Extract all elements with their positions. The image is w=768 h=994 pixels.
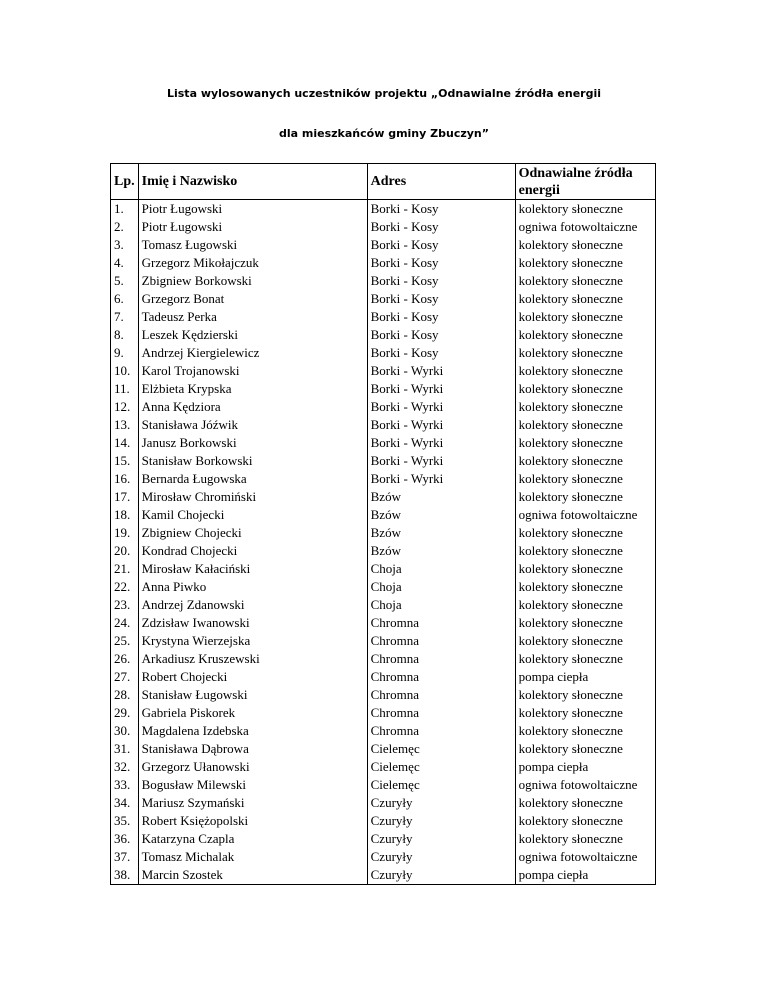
cell-name: Karol Trojanowski bbox=[138, 362, 367, 380]
table-row bbox=[111, 668, 656, 686]
cell-energy-source: pompa ciepła bbox=[515, 668, 655, 686]
table-row bbox=[111, 488, 656, 506]
cell-energy-source: kolektory słoneczne bbox=[515, 542, 655, 560]
table-row bbox=[111, 866, 656, 885]
table-row bbox=[111, 542, 656, 560]
cell-energy-source: kolektory słoneczne bbox=[515, 236, 655, 254]
cell-lp: 6. bbox=[111, 290, 139, 308]
cell-energy-source: kolektory słoneczne bbox=[515, 578, 655, 596]
cell-name: Bogusław Milewski bbox=[138, 776, 367, 794]
cell-lp: 23. bbox=[111, 596, 139, 614]
cell-lp: 13. bbox=[111, 416, 139, 434]
cell-name: Mirosław Kałaciński bbox=[138, 560, 367, 578]
cell-address: Borki - Kosy bbox=[367, 290, 515, 308]
cell-name: Tadeusz Perka bbox=[138, 308, 367, 326]
cell-name: Marcin Szostek bbox=[138, 866, 367, 885]
table-body bbox=[111, 200, 656, 885]
table-row bbox=[111, 308, 656, 326]
cell-address: Borki - Kosy bbox=[367, 326, 515, 344]
table-row bbox=[111, 632, 656, 650]
cell-name: Katarzyna Czapla bbox=[138, 830, 367, 848]
cell-energy-source: kolektory słoneczne bbox=[515, 254, 655, 272]
cell-name: Kamil Chojecki bbox=[138, 506, 367, 524]
cell-energy-source: pompa ciepła bbox=[515, 866, 655, 885]
cell-energy-source: kolektory słoneczne bbox=[515, 470, 655, 488]
cell-address: Chromna bbox=[367, 704, 515, 722]
cell-lp: 24. bbox=[111, 614, 139, 632]
cell-lp: 32. bbox=[111, 758, 139, 776]
cell-name: Krystyna Wierzejska bbox=[138, 632, 367, 650]
cell-energy-source: kolektory słoneczne bbox=[515, 290, 655, 308]
cell-energy-source: kolektory słoneczne bbox=[515, 488, 655, 506]
cell-lp: 30. bbox=[111, 722, 139, 740]
cell-address: Choja bbox=[367, 596, 515, 614]
cell-energy-source: kolektory słoneczne bbox=[515, 398, 655, 416]
cell-name: Anna Piwko bbox=[138, 578, 367, 596]
cell-energy-source: kolektory słoneczne bbox=[515, 380, 655, 398]
cell-address: Bzów bbox=[367, 488, 515, 506]
header-address: Adres bbox=[367, 164, 515, 200]
cell-energy-source: kolektory słoneczne bbox=[515, 650, 655, 668]
cell-energy-source: kolektory słoneczne bbox=[515, 596, 655, 614]
cell-lp: 35. bbox=[111, 812, 139, 830]
cell-address: Czuryły bbox=[367, 848, 515, 866]
table-row bbox=[111, 506, 656, 524]
cell-address: Borki - Wyrki bbox=[367, 470, 515, 488]
cell-energy-source: kolektory słoneczne bbox=[515, 344, 655, 362]
table-row bbox=[111, 326, 656, 344]
table-row bbox=[111, 272, 656, 290]
cell-energy-source: pompa ciepła bbox=[515, 758, 655, 776]
cell-lp: 1. bbox=[111, 200, 139, 219]
header-energy-source: Odnawialne źródła energii bbox=[515, 164, 655, 200]
cell-energy-source: kolektory słoneczne bbox=[515, 434, 655, 452]
cell-address: Borki - Kosy bbox=[367, 308, 515, 326]
table-row bbox=[111, 722, 656, 740]
cell-name: Grzegorz Ułanowski bbox=[138, 758, 367, 776]
cell-energy-source: kolektory słoneczne bbox=[515, 200, 655, 219]
table-row bbox=[111, 236, 656, 254]
cell-name: Zdzisław Iwanowski bbox=[138, 614, 367, 632]
cell-energy-source: kolektory słoneczne bbox=[515, 416, 655, 434]
cell-address: Borki - Wyrki bbox=[367, 398, 515, 416]
cell-lp: 33. bbox=[111, 776, 139, 794]
table-row bbox=[111, 848, 656, 866]
table-row bbox=[111, 560, 656, 578]
table-header bbox=[111, 164, 656, 200]
cell-name: Gabriela Piskorek bbox=[138, 704, 367, 722]
cell-address: Czuryły bbox=[367, 830, 515, 848]
cell-lp: 34. bbox=[111, 794, 139, 812]
cell-lp: 10. bbox=[111, 362, 139, 380]
cell-lp: 14. bbox=[111, 434, 139, 452]
cell-name: Stanisława Jóźwik bbox=[138, 416, 367, 434]
cell-lp: 36. bbox=[111, 830, 139, 848]
table-row bbox=[111, 380, 656, 398]
cell-energy-source: kolektory słoneczne bbox=[515, 704, 655, 722]
cell-lp: 9. bbox=[111, 344, 139, 362]
cell-lp: 27. bbox=[111, 668, 139, 686]
cell-energy-source: kolektory słoneczne bbox=[515, 722, 655, 740]
table-row bbox=[111, 452, 656, 470]
cell-name: Mirosław Chromiński bbox=[138, 488, 367, 506]
table-row bbox=[111, 398, 656, 416]
cell-lp: 5. bbox=[111, 272, 139, 290]
cell-lp: 31. bbox=[111, 740, 139, 758]
table-row bbox=[111, 434, 656, 452]
cell-lp: 15. bbox=[111, 452, 139, 470]
table-row bbox=[111, 740, 656, 758]
cell-name: Bernarda Ługowska bbox=[138, 470, 367, 488]
cell-energy-source: kolektory słoneczne bbox=[515, 308, 655, 326]
table-row bbox=[111, 596, 656, 614]
cell-lp: 11. bbox=[111, 380, 139, 398]
cell-address: Borki - Wyrki bbox=[367, 434, 515, 452]
cell-lp: 38. bbox=[111, 866, 139, 885]
table-row bbox=[111, 794, 656, 812]
cell-address: Czuryły bbox=[367, 794, 515, 812]
cell-lp: 2. bbox=[111, 218, 139, 236]
cell-address: Borki - Kosy bbox=[367, 218, 515, 236]
cell-name: Zbigniew Chojecki bbox=[138, 524, 367, 542]
cell-name: Grzegorz Bonat bbox=[138, 290, 367, 308]
cell-address: Cielemęc bbox=[367, 776, 515, 794]
table-row bbox=[111, 200, 656, 219]
cell-address: Borki - Wyrki bbox=[367, 416, 515, 434]
cell-energy-source: kolektory słoneczne bbox=[515, 794, 655, 812]
cell-address: Czuryły bbox=[367, 866, 515, 885]
document-title-line-2: dla mieszkańców gminy Zbuczyn” bbox=[279, 127, 489, 140]
cell-lp: 18. bbox=[111, 506, 139, 524]
cell-address: Chromna bbox=[367, 668, 515, 686]
table-row bbox=[111, 776, 656, 794]
cell-energy-source: kolektory słoneczne bbox=[515, 362, 655, 380]
cell-name: Piotr Ługowski bbox=[138, 218, 367, 236]
cell-energy-source: kolektory słoneczne bbox=[515, 272, 655, 290]
cell-name: Tomasz Ługowski bbox=[138, 236, 367, 254]
cell-address: Chromna bbox=[367, 614, 515, 632]
cell-lp: 3. bbox=[111, 236, 139, 254]
cell-energy-source: ogniwa fotowoltaiczne bbox=[515, 506, 655, 524]
cell-name: Zbigniew Borkowski bbox=[138, 272, 367, 290]
cell-lp: 22. bbox=[111, 578, 139, 596]
cell-lp: 12. bbox=[111, 398, 139, 416]
cell-name: Robert Chojecki bbox=[138, 668, 367, 686]
table-row bbox=[111, 344, 656, 362]
cell-energy-source: kolektory słoneczne bbox=[515, 812, 655, 830]
header-lp: Lp. bbox=[111, 164, 139, 200]
table-row bbox=[111, 470, 656, 488]
cell-energy-source: kolektory słoneczne bbox=[515, 614, 655, 632]
table-row bbox=[111, 650, 656, 668]
cell-lp: 4. bbox=[111, 254, 139, 272]
cell-name: Arkadiusz Kruszewski bbox=[138, 650, 367, 668]
cell-lp: 7. bbox=[111, 308, 139, 326]
cell-name: Magdalena Izdebska bbox=[138, 722, 367, 740]
table-row bbox=[111, 686, 656, 704]
table-row bbox=[111, 218, 656, 236]
cell-lp: 19. bbox=[111, 524, 139, 542]
cell-name: Stanisława Dąbrowa bbox=[138, 740, 367, 758]
cell-address: Cielemęc bbox=[367, 758, 515, 776]
cell-lp: 37. bbox=[111, 848, 139, 866]
cell-address: Borki - Wyrki bbox=[367, 380, 515, 398]
cell-energy-source: kolektory słoneczne bbox=[515, 830, 655, 848]
cell-lp: 26. bbox=[111, 650, 139, 668]
table-row bbox=[111, 362, 656, 380]
cell-name: Tomasz Michalak bbox=[138, 848, 367, 866]
cell-name: Andrzej Kiergielewicz bbox=[138, 344, 367, 362]
cell-address: Cielemęc bbox=[367, 740, 515, 758]
table-row bbox=[111, 524, 656, 542]
cell-name: Elżbieta Krypska bbox=[138, 380, 367, 398]
cell-lp: 8. bbox=[111, 326, 139, 344]
cell-lp: 21. bbox=[111, 560, 139, 578]
cell-lp: 20. bbox=[111, 542, 139, 560]
cell-lp: 29. bbox=[111, 704, 139, 722]
cell-name: Andrzej Zdanowski bbox=[138, 596, 367, 614]
cell-address: Chromna bbox=[367, 632, 515, 650]
table-row bbox=[111, 290, 656, 308]
cell-address: Borki - Wyrki bbox=[367, 452, 515, 470]
cell-energy-source: ogniwa fotowoltaiczne bbox=[515, 848, 655, 866]
cell-address: Borki - Kosy bbox=[367, 344, 515, 362]
table-row bbox=[111, 614, 656, 632]
cell-lp: 17. bbox=[111, 488, 139, 506]
cell-energy-source: kolektory słoneczne bbox=[515, 326, 655, 344]
cell-address: Borki - Kosy bbox=[367, 254, 515, 272]
cell-address: Czuryły bbox=[367, 812, 515, 830]
cell-name: Mariusz Szymański bbox=[138, 794, 367, 812]
header-name: Imię i Nazwisko bbox=[138, 164, 367, 200]
table-row bbox=[111, 758, 656, 776]
table-row bbox=[111, 830, 656, 848]
cell-lp: 25. bbox=[111, 632, 139, 650]
cell-energy-source: kolektory słoneczne bbox=[515, 686, 655, 704]
cell-address: Choja bbox=[367, 560, 515, 578]
cell-address: Chromna bbox=[367, 650, 515, 668]
cell-name: Kondrad Chojecki bbox=[138, 542, 367, 560]
cell-address: Bzów bbox=[367, 524, 515, 542]
cell-name: Stanisław Ługowski bbox=[138, 686, 367, 704]
cell-energy-source: ogniwa fotowoltaiczne bbox=[515, 776, 655, 794]
cell-address: Chromna bbox=[367, 722, 515, 740]
cell-name: Grzegorz Mikołajczuk bbox=[138, 254, 367, 272]
cell-name: Janusz Borkowski bbox=[138, 434, 367, 452]
cell-name: Leszek Kędzierski bbox=[138, 326, 367, 344]
table-row bbox=[111, 254, 656, 272]
table-row bbox=[111, 704, 656, 722]
cell-name: Piotr Ługowski bbox=[138, 200, 367, 219]
cell-energy-source: ogniwa fotowoltaiczne bbox=[515, 218, 655, 236]
table-row bbox=[111, 416, 656, 434]
cell-address: Borki - Kosy bbox=[367, 200, 515, 219]
cell-address: Choja bbox=[367, 578, 515, 596]
cell-energy-source: kolektory słoneczne bbox=[515, 524, 655, 542]
cell-name: Stanisław Borkowski bbox=[138, 452, 367, 470]
cell-address: Chromna bbox=[367, 686, 515, 704]
cell-lp: 28. bbox=[111, 686, 139, 704]
document-title-line-1: Lista wylosowanych uczestników projektu „Odnawialne źródła energii bbox=[166, 87, 602, 100]
participants-table bbox=[110, 163, 656, 885]
cell-address: Bzów bbox=[367, 542, 515, 560]
table-row bbox=[111, 812, 656, 830]
cell-name: Robert Księżopolski bbox=[138, 812, 367, 830]
cell-energy-source: kolektory słoneczne bbox=[515, 632, 655, 650]
cell-lp: 16. bbox=[111, 470, 139, 488]
table-row bbox=[111, 578, 656, 596]
cell-energy-source: kolektory słoneczne bbox=[515, 740, 655, 758]
cell-energy-source: kolektory słoneczne bbox=[515, 560, 655, 578]
cell-address: Borki - Kosy bbox=[367, 236, 515, 254]
cell-address: Borki - Kosy bbox=[367, 272, 515, 290]
cell-address: Bzów bbox=[367, 506, 515, 524]
cell-energy-source: kolektory słoneczne bbox=[515, 452, 655, 470]
cell-address: Borki - Wyrki bbox=[367, 362, 515, 380]
cell-name: Anna Kędziora bbox=[138, 398, 367, 416]
